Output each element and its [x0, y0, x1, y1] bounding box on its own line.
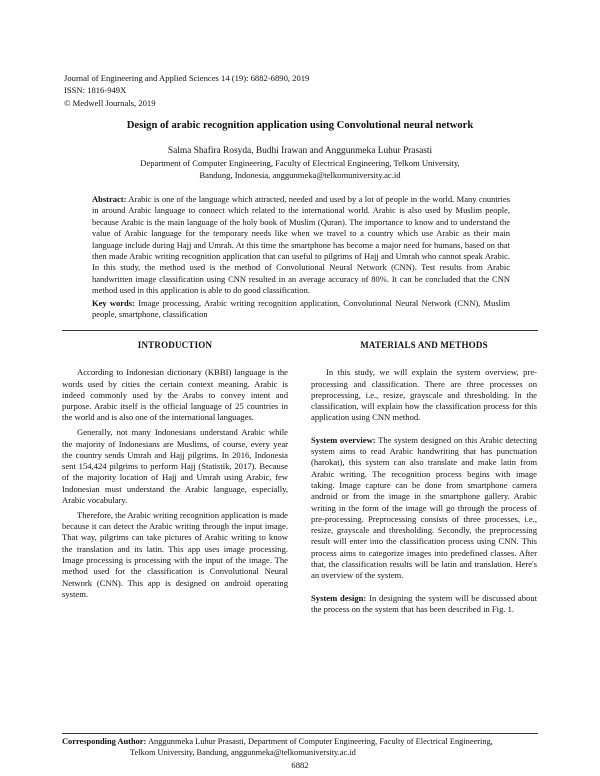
methods-heading: MATERIALS AND METHODS — [360, 340, 488, 350]
journal-copyright: © Medwell Journals, 2019 — [64, 97, 156, 108]
affiliation-line-2: Bandung, Indonesia, anggunmeka@telkomuniversity.ac.id — [199, 169, 401, 180]
introduction-paragraph: Therefore, the Arabic writing recognition application is made because it can detect the Arabic writing through the input image. That way, pilgrims can take pictures of Arabic writing to know the translation and its latin. This app uses image processing. Image processing is processing with the input of the image. The method used for the classification is Convolutional Neural Network (CNN). This app is designed on android operating system. — [62, 509, 288, 599]
methods-intro-paragraph: In this study, we will explain the system overview, pre-processing and classification. There are three processes on preprocessing, i.e., resize, grayscale and thresholding. In the classification, will explain how the classification process for this application using CNN method. — [311, 367, 537, 423]
abstract-label: Abstract: — [92, 194, 127, 204]
corresponding-author-line-1: Anggunmeka Luhur Prasasti, Department of Computer Engineering, Faculty of Electrical Engineering, — [147, 737, 493, 746]
introduction-heading: INTRODUCTION — [137, 340, 213, 350]
methods-column — [311, 340, 537, 619]
introduction-paragraph: According to Indonesian dictionary (KBBI) language is the words used by cities the certain context meaning. Arabic is indeed commonly used by the Arabs to convey intent and purpose. Arabic itself is the official language of 25 countries in the world and is also one of the international languages. — [62, 367, 288, 423]
keywords-label: Key words: — [92, 298, 135, 308]
system-design-label: System design: — [311, 592, 367, 603]
corresponding-author-label: Corresponding Author: — [62, 737, 147, 746]
system-overview-paragraph — [311, 435, 537, 582]
system-design-text: In designing the system will be discussed about the process on the system that has been described in Fig. 1. — [311, 592, 538, 614]
system-overview-label: System overview: — [311, 434, 376, 445]
paper-authors: Salma Shafira Rosyda, Budhi Irawan and Anggunmeka Luhur Prasasti — [167, 146, 433, 156]
page-number: 6882 — [291, 760, 309, 770]
corresponding-author-line-2: Telkom University, Bandung, anggunmeka@telkomuniversity.ac.id — [130, 747, 356, 757]
corresponding-author — [62, 737, 538, 759]
system-design-paragraph — [311, 593, 537, 616]
keywords-text: Image processing, Arabic writing recognition application, Convolutional Neural Network (CNN), Muslim people, smartphone, classification — [92, 298, 510, 320]
affiliation-line-1: Department of Computer Engineering, Faculty of Electrical Engineering, Telkom University, — [140, 158, 460, 168]
journal-citation: Journal of Engineering and Applied Sciences 14 (19): 6882-6890, 2019 — [64, 73, 310, 83]
introduction-column — [62, 340, 288, 604]
keywords — [92, 298, 510, 321]
journal-issn: ISSN: 1816-949X — [64, 85, 127, 96]
header-divider — [62, 330, 538, 331]
paper-title: Design of arabic recognition application using Convolutional neural network — [126, 120, 474, 131]
system-overview-text: The system designed on this Arabic detecting system aims to read Arabic handwriting that has punctuation (harokat), this system can also translate and make latin from Arabic writing. The recognition process begins with image taking. Image capture can be done from smartphone camera android or from the image in the smartphone gallery. Arabic writing in the form of the image will go through the process of pre-processing. Preprocessing consists of three processes, i.e., resize, grayscale and thresholding. Secondly, the preprocessing result will enter into the classification process using CNN. This process aims to categorize images into predefined classes. After that, the classification results will be latin and translation. Here's an overview of the system. — [311, 434, 537, 581]
journal-header — [64, 72, 464, 109]
abstract-text: Arabic is one of the language which attracted, needed and used by a lot of people in the world. Many countries in around Arabic language to connect which related to the international world. Arabic is also used by Muslim people, because Arabic is the main language of the holy book of Muslim (Quran). The importance to know and to understand the value of Arabic language for the temporary needs like when we travel to a country which use Arabic as their main language include during Hajj and Umrah. At this time the smartphone has become a major need for humans, based on that then made Arabic writing recognition application that can useful to pilgrims of Hajj and Umrah who cannot speak Arabic. In this study, the method used is the method of Convolutional Neural Network (CNN). Test results from Arabic handwritten image classification using CNN resulted in an average accuracy of 80%. It can be concluded that the CNN method used in this application is able to do good classification. — [92, 194, 510, 296]
abstract — [92, 194, 510, 297]
footer-divider — [62, 733, 538, 734]
author-affiliation — [0, 158, 600, 181]
introduction-paragraph: Generally, not many Indonesians understand Arabic while the majority of Indonesians are Muslims, of course, every year the country sends Umrah and Hajj pilgrims. In 2016, Indonesia sent 154,424 pilgrims to perform Hajj (Statistik, 2017). Because of the majority location of Hajj and Umrah using Arabic, few Indonesian must understand the Arabic language, especially, Arabic vocabulary. — [62, 427, 288, 506]
